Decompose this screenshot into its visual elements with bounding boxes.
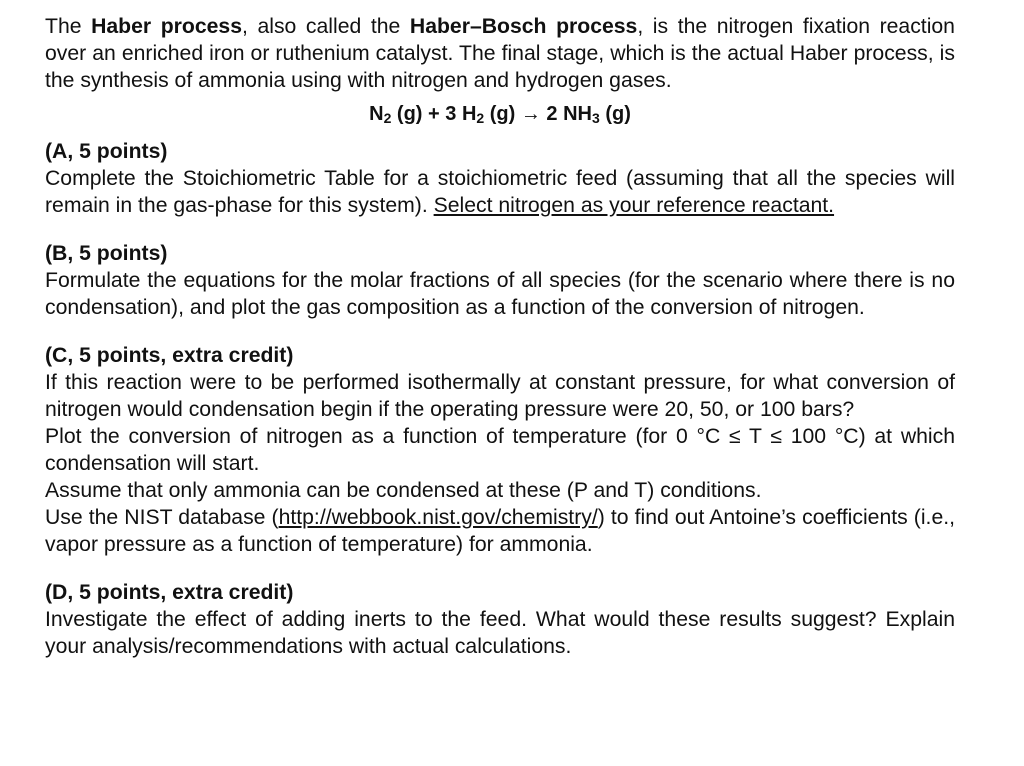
nist-link[interactable]: http://webbook.nist.gov/chemistry/ (278, 506, 598, 529)
reference-reactant-note: Select nitrogen as your reference reactant. (433, 194, 835, 217)
intro-text-2: , also called the (242, 15, 410, 38)
haber-bosch-term: Haber–Bosch process (409, 15, 638, 38)
part-c-paragraph-4: Use the NIST database (http://webbook.nist.gov/chemistry/) to find out Antoine’s coefficients (i.e., vapor pressure as a function of temperature) for ammonia. (45, 506, 955, 556)
part-a-heading: (A, 5 points) (45, 140, 168, 163)
part-c-paragraph-3: Assume that only ammonia can be condensed at these (P and T) conditions. (45, 479, 762, 502)
part-d-heading: (D, 5 points, extra credit) (45, 581, 294, 604)
intro-text-1: The (45, 15, 92, 38)
part-a-body: Complete the Stoichiometric Table for a stoichiometric feed (assuming that all the species will remain in the gas-phase for this system). Select nitrogen as your reference reactant. (45, 167, 955, 217)
part-c-paragraph-2: Plot the conversion of nitrogen as a function of temperature (for 0 °C ≤ T ≤ 100 °C) at which condensation will start. (45, 425, 955, 475)
reaction-equation: $N_2$ (g) + 3 $H_2$ (g) → 2 $NH_3$ (g) (369, 103, 631, 126)
haber-process-term: Haber process (91, 15, 242, 38)
part-c-paragraph-1: If this reaction were to be performed isothermally at constant pressure, for what conversion of nitrogen would condensation begin if the operating pressure were 20, 50, or 100 bars? (45, 371, 955, 421)
problem-document (45, 13, 955, 660)
intro-paragraph (45, 13, 955, 94)
part-c-heading: (C, 5 points, extra credit) (45, 344, 294, 367)
part-b-heading: (B, 5 points) (45, 242, 168, 265)
intro-text-3: , is the nitrogen fixation reaction over an enriched iron or ruthenium catalyst. The final stage, which is the actual Haber process, is the synthesis of ammonia using with nitrogen and hydrogen gases. (45, 15, 955, 92)
part-d-body: Investigate the effect of adding inerts to the feed. What would these results suggest? Explain your analysis/recommendations with actual calculations. (45, 608, 955, 658)
part-b-body: Formulate the equations for the molar fractions of all species (for the scenario where there is no condensation), and plot the gas composition as a function of the conversion of nitrogen. (45, 269, 955, 319)
